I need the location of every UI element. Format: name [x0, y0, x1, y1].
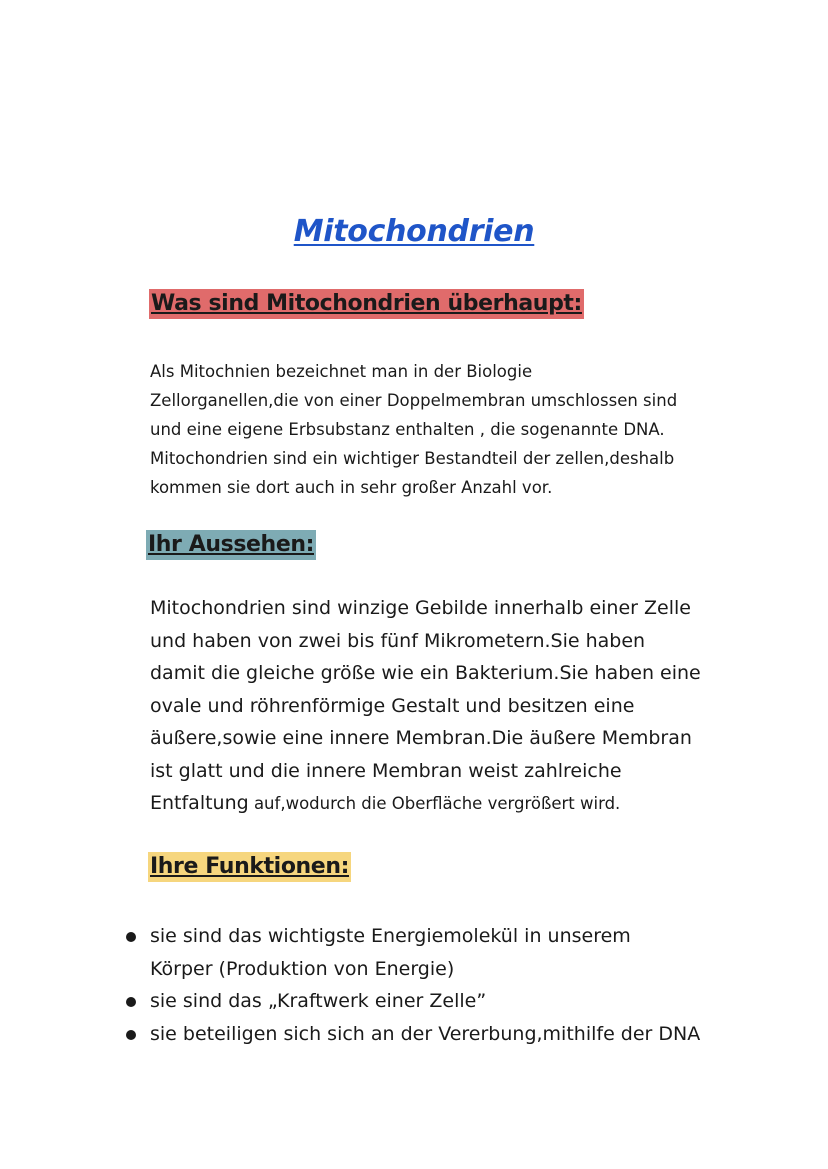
list-item-line: sie beteiligen sich sich an der Vererbung,mithilfe der DNA	[150, 1022, 701, 1045]
paragraph-line: Mitochondrien sind winzige Gebilde innerhalb einer Zelle	[150, 597, 691, 619]
section-heading-ihre-funktionen: Ihre Funktionen:	[148, 852, 351, 882]
list-item-line: sie sind das wichtigste Energiemolekül in unserem	[150, 925, 631, 947]
list-item-line: Körper (Produktion von Energie)	[150, 957, 455, 980]
paragraph-line-start: Entfaltung	[150, 792, 249, 814]
paragraph-line: kommen sie dort auch in sehr großer Anzahl vor.	[150, 478, 553, 497]
paragraph-line: und haben von zwei bis fünf Mikrometern.Sie haben	[150, 629, 646, 652]
list-item	[120, 1018, 780, 1051]
bullet-icon	[126, 1030, 136, 1040]
list-item	[120, 920, 780, 985]
paragraph-line: damit die gleiche größe wie ein Bakterium.Sie haben eine	[150, 662, 701, 684]
section-heading-was-sind-mitochondrien: Was sind Mitochondrien überhaupt:	[149, 289, 584, 319]
list-item	[120, 985, 780, 1018]
page-title: Mitochondrien	[293, 214, 535, 249]
paragraph-line: und eine eigene Erbsubstanz enthalten , die sogenannte DNA.	[150, 420, 665, 439]
paragraph-line-last	[150, 787, 770, 821]
bullet-icon	[126, 997, 136, 1007]
section-heading-ihr-aussehen: Ihr Aussehen:	[146, 530, 316, 560]
paragraph-line: äußere,sowie eine innere Membran.Die äußere Membran	[150, 727, 692, 749]
functions-list	[120, 920, 780, 1050]
paragraph-line: Mitochondrien sind ein wichtiger Bestandteil der zellen,deshalb	[150, 449, 675, 468]
list-item-line: sie sind das „Kraftwerk einer Zelle”	[150, 990, 487, 1012]
paragraph-appearance	[150, 592, 770, 821]
paragraph-line: Zellorganellen,die von einer Doppelmembran umschlossen sind	[150, 391, 678, 410]
paragraph-line: ist glatt und die innere Membran weist zahlreiche	[150, 759, 622, 782]
paragraph-line: ovale und röhrenförmige Gestalt und besitzen eine	[150, 694, 635, 717]
paragraph-line-end: auf,wodurch die Oberfläche vergrößert wird.	[248, 794, 621, 813]
paragraph-definition	[150, 357, 750, 502]
bullet-icon	[126, 932, 136, 942]
paragraph-line: Als Mitochnien bezeichnet man in der Biologie	[150, 362, 533, 381]
